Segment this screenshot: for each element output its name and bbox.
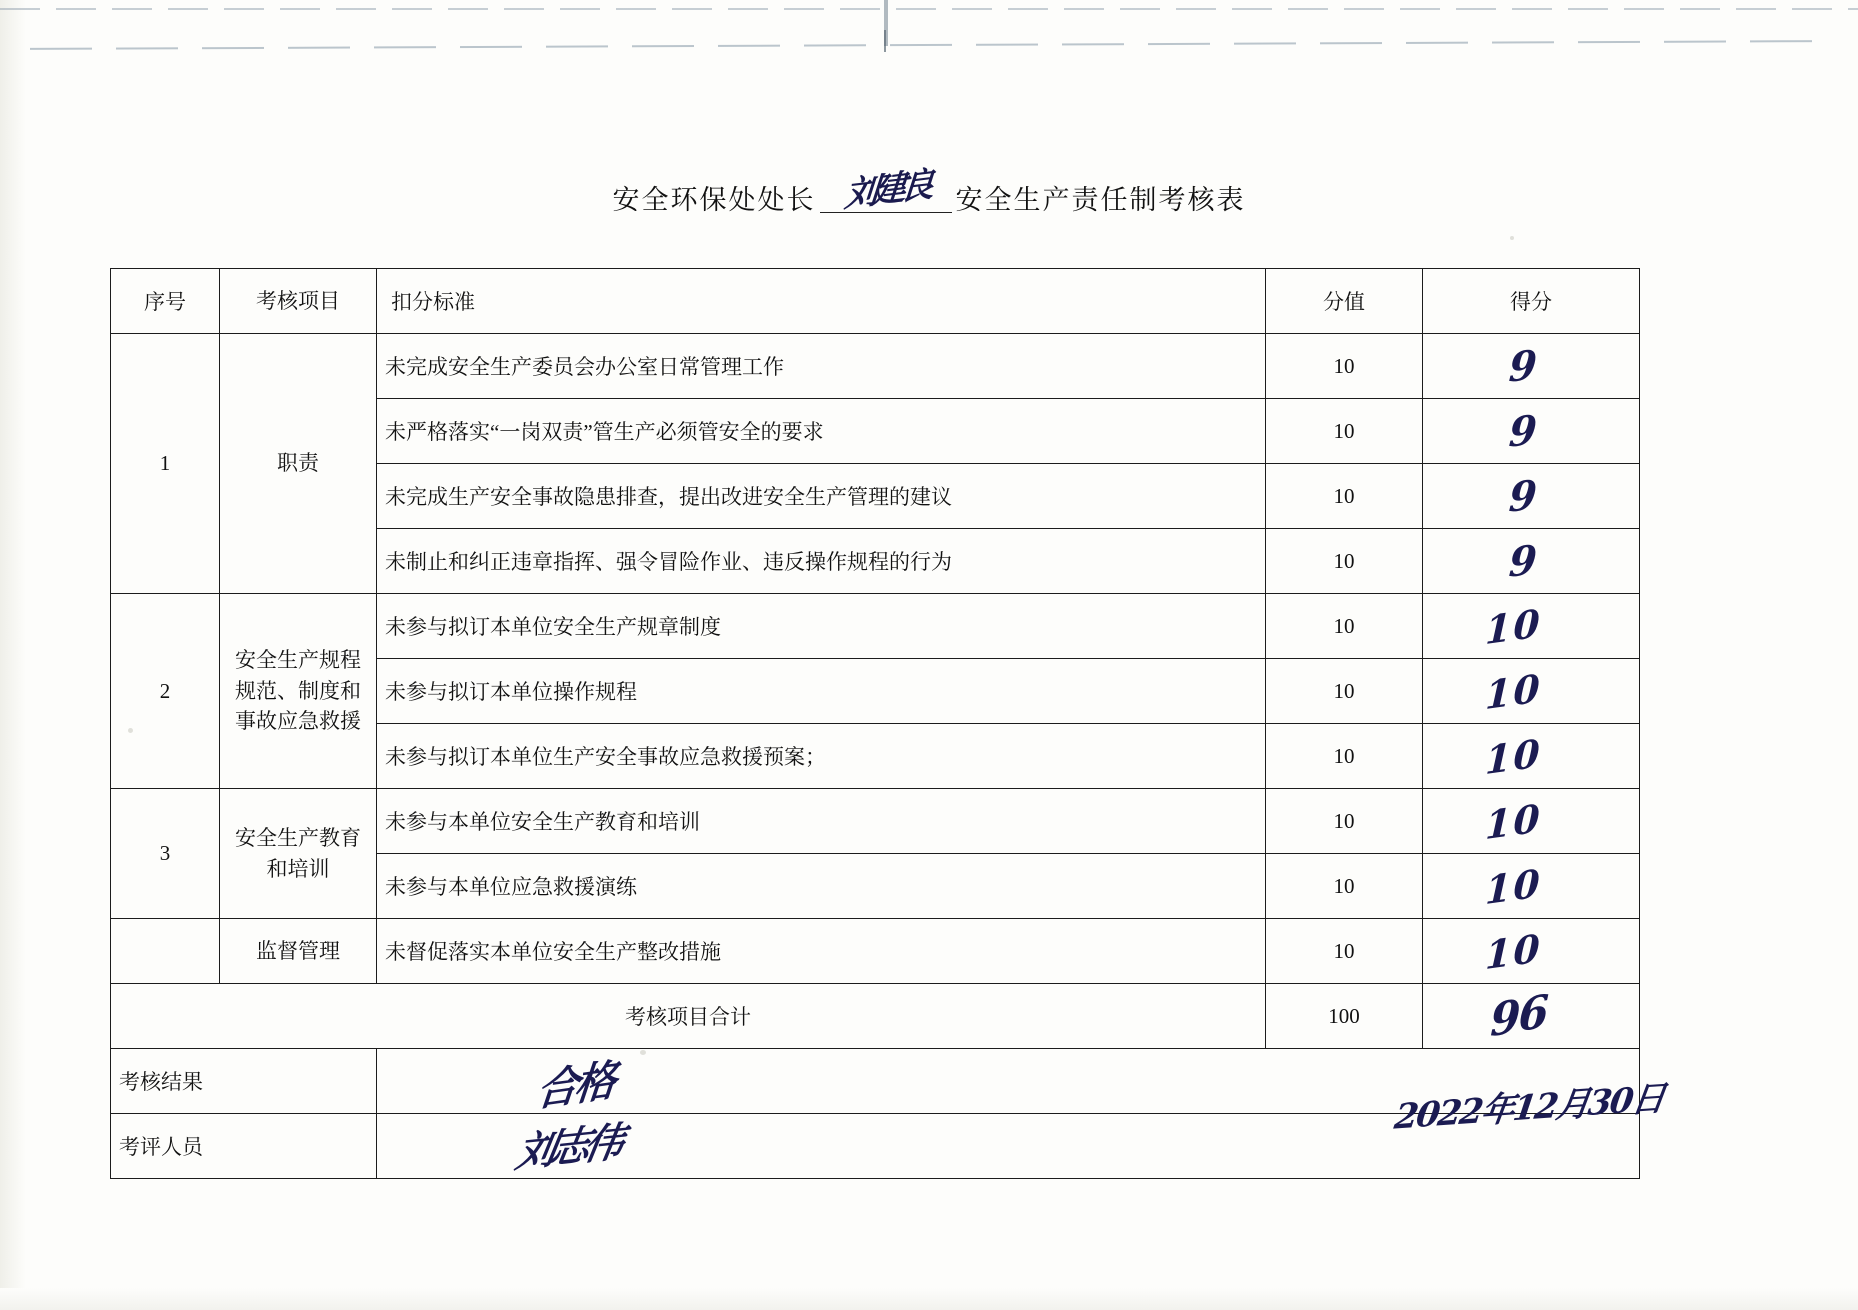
group-no-4 [111,919,220,984]
standard-text: 未参与拟订本单位安全生产规章制度 [377,594,1266,659]
handwritten-score: 9 [1507,405,1539,457]
handwritten-signature-title: 刘建良 [842,164,930,216]
handwritten-assessor-signature: 刘志伟 [512,1118,623,1177]
standard-text: 未制止和纠正违章指挥、强令冒险作业、违反操作规程的行为 [377,529,1266,594]
page-bottom-edge-shadow [0,1288,1858,1310]
standard-text: 未完成生产安全事故隐患排查，提出改进安全生产管理的建议 [377,464,1266,529]
header-score: 得分 [1423,269,1640,334]
value-cell: 10 [1266,529,1423,594]
value-cell: 10 [1266,399,1423,464]
scan-artifact-line-second [30,40,1830,50]
standard-text: 未督促落实本单位安全生产整改措施 [377,919,1266,984]
scan-artifact-line-top [0,8,1858,10]
total-value: 100 [1266,984,1423,1049]
table-row [111,594,1640,659]
standard-text: 未严格落实“一岗双责”管生产必须管安全的要求 [377,399,1266,464]
total-score-cell [1423,984,1640,1049]
score-cell [1423,464,1640,529]
group-item-4: 监督管理 [220,919,377,984]
group-no-1: 1 [111,334,220,594]
page-title [0,164,1858,217]
handwritten-score: 10 [1484,924,1542,978]
score-cell [1423,334,1640,399]
table-row [111,334,1640,399]
table-total-row [111,984,1640,1049]
standard-text: 未参与本单位安全生产教育和培训 [377,789,1266,854]
paper-speck [1510,236,1514,240]
page-title-suffix: 安全生产责任制考核表 [955,185,1246,215]
standard-text: 未完成安全生产委员会办公室日常管理工作 [377,334,1266,399]
header-standard: 扣分标准 [377,269,1266,334]
handwritten-score: 10 [1484,859,1542,913]
value-cell: 10 [1266,659,1423,724]
value-cell: 10 [1266,919,1423,984]
handwritten-result: 合格 [534,1055,616,1116]
total-label: 考核项目合计 [111,984,1266,1049]
score-cell [1423,919,1640,984]
table-row [111,919,1640,984]
handwritten-score: 9 [1507,340,1539,392]
header-value: 分值 [1266,269,1423,334]
group-item-3: 安全生产教育和培训 [220,789,377,919]
score-cell [1423,529,1640,594]
value-cell: 10 [1266,464,1423,529]
header-no: 序号 [111,269,220,334]
handwritten-score: 10 [1484,664,1542,718]
page-title-prefix: 安全环保处处长 [612,185,816,215]
table-row [111,789,1640,854]
handwritten-date: 2022年12月30日 [1391,1078,1667,1138]
handwritten-score: 9 [1507,470,1539,522]
group-no-3: 3 [111,789,220,919]
handwritten-total-score: 96 [1489,984,1549,1048]
group-no-2: 2 [111,594,220,789]
handwritten-score: 9 [1507,535,1539,587]
score-cell [1423,724,1640,789]
handwritten-score: 10 [1484,729,1542,783]
standard-text: 未参与拟订本单位生产安全事故应急救援预案； [377,724,1266,789]
score-cell [1423,789,1640,854]
value-cell: 10 [1266,594,1423,659]
group-item-2: 安全生产规程规范、制度和事故应急救援 [220,594,377,789]
handwritten-score: 10 [1484,794,1542,848]
standard-text: 未参与拟订本单位操作规程 [377,659,1266,724]
score-cell [1423,594,1640,659]
assessor-label: 考评人员 [111,1114,377,1179]
value-cell: 10 [1266,724,1423,789]
standard-text: 未参与本单位应急救援演练 [377,854,1266,919]
group-item-1: 职责 [220,334,377,594]
value-cell: 10 [1266,854,1423,919]
table-header-row [111,269,1640,334]
value-cell: 10 [1266,789,1423,854]
assessment-table-wrapper [110,268,1638,1179]
title-signature-line [820,164,952,216]
score-cell [1423,854,1640,919]
value-cell: 10 [1266,334,1423,399]
score-cell [1423,399,1640,464]
handwritten-score: 10 [1484,599,1542,653]
score-cell [1423,659,1640,724]
scan-artifact-tick-inner [884,30,886,52]
assessment-table [110,268,1640,1179]
header-item: 考核项目 [220,269,377,334]
result-label: 考核结果 [111,1049,377,1114]
